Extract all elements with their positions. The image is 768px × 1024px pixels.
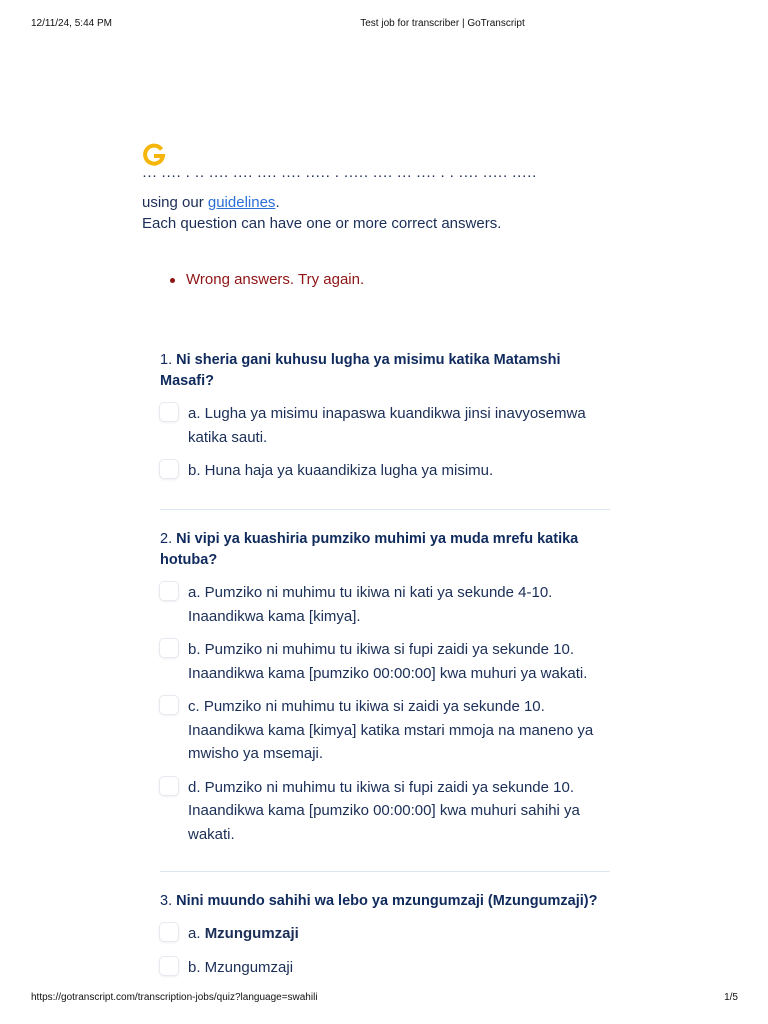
print-header (0, 18, 768, 32)
question-3-title: 3. Nini muundo sahihi wa lebo ya mzungumzaji (Mzungumzaji)? (160, 893, 598, 909)
question-1-option-a[interactable]: a. Lugha ya misimu inapaswa kuandikwa jinsi inavyosemwa katika sauti. (160, 402, 610, 449)
checkbox[interactable] (160, 639, 178, 657)
question-3 (160, 891, 610, 979)
checkbox[interactable] (160, 460, 178, 478)
print-page-number: 1/5 (724, 992, 738, 1003)
print-url: https://gotranscript.com/transcription-jobs/quiz?language=swahili (31, 992, 318, 1003)
question-1 (160, 350, 610, 483)
question-2-option-c[interactable]: c. Pumziko ni muhimu tu ikiwa si zaidi ya sekunde 10. Inaandikwa kama [kimya] katika mstari mmoja na maneno ya mwisho ya msemaji. (160, 695, 610, 766)
question-1-option-b[interactable]: b. Huna haja ya kuaandikiza lugha ya misimu. (160, 459, 610, 483)
gotranscript-logo-icon[interactable] (142, 142, 166, 168)
question-2-option-a[interactable]: a. Pumziko ni muhimu tu ikiwa ni kati ya sekunde 4-10. Inaandikwa kama [kimya]. (160, 581, 610, 628)
checkbox[interactable] (160, 403, 178, 421)
question-2 (160, 529, 610, 846)
checkbox[interactable] (160, 696, 178, 714)
checkbox[interactable] (160, 957, 178, 975)
checkbox[interactable] (160, 582, 178, 600)
question-3-option-a[interactable]: a. Mzungumzaji (160, 922, 610, 946)
checkbox[interactable] (160, 777, 178, 795)
guidelines-link[interactable]: guidelines (207, 194, 276, 211)
question-3-option-b[interactable]: b. Mzungumzaji (160, 956, 610, 980)
error-list (168, 271, 364, 288)
intro-clipped-line: ··· ···· · ·· ···· ···· ···· ···· ····· · ····· ···· ··· ···· · · ···· ····· ····· (142, 174, 537, 184)
question-1-title: 1. Ni sheria gani kuhusu lugha ya misimu katika Matamshi Masafi? (160, 352, 561, 389)
intro-text (142, 192, 622, 234)
print-title: Test job for transcriber | GoTranscript (360, 18, 525, 29)
divider (160, 871, 610, 872)
question-2-option-b[interactable]: b. Pumziko ni muhimu tu ikiwa si fupi zaidi ya sekunde 10. Inaandikwa kama [pumziko 00:00:00] kwa muhuri ya wakati. (160, 638, 610, 685)
intro-line-1: using our guidelines. (142, 194, 280, 211)
print-timestamp: 12/11/24, 5:44 PM (31, 18, 112, 29)
intro-line-2: Each question can have one or more correct answers. (142, 215, 502, 232)
checkbox[interactable] (160, 923, 178, 941)
divider (160, 509, 610, 510)
question-2-title: 2. Ni vipi ya kuashiria pumziko muhimi ya muda mrefu katika hotuba? (160, 531, 579, 568)
question-2-option-d[interactable]: d. Pumziko ni muhimu tu ikiwa si fupi zaidi ya sekunde 10. Inaandikwa kama [pumziko 00:00:00] kwa muhuri sahihi ya wakati. (160, 776, 610, 847)
error-message: Wrong answers. Try again. (168, 271, 364, 288)
